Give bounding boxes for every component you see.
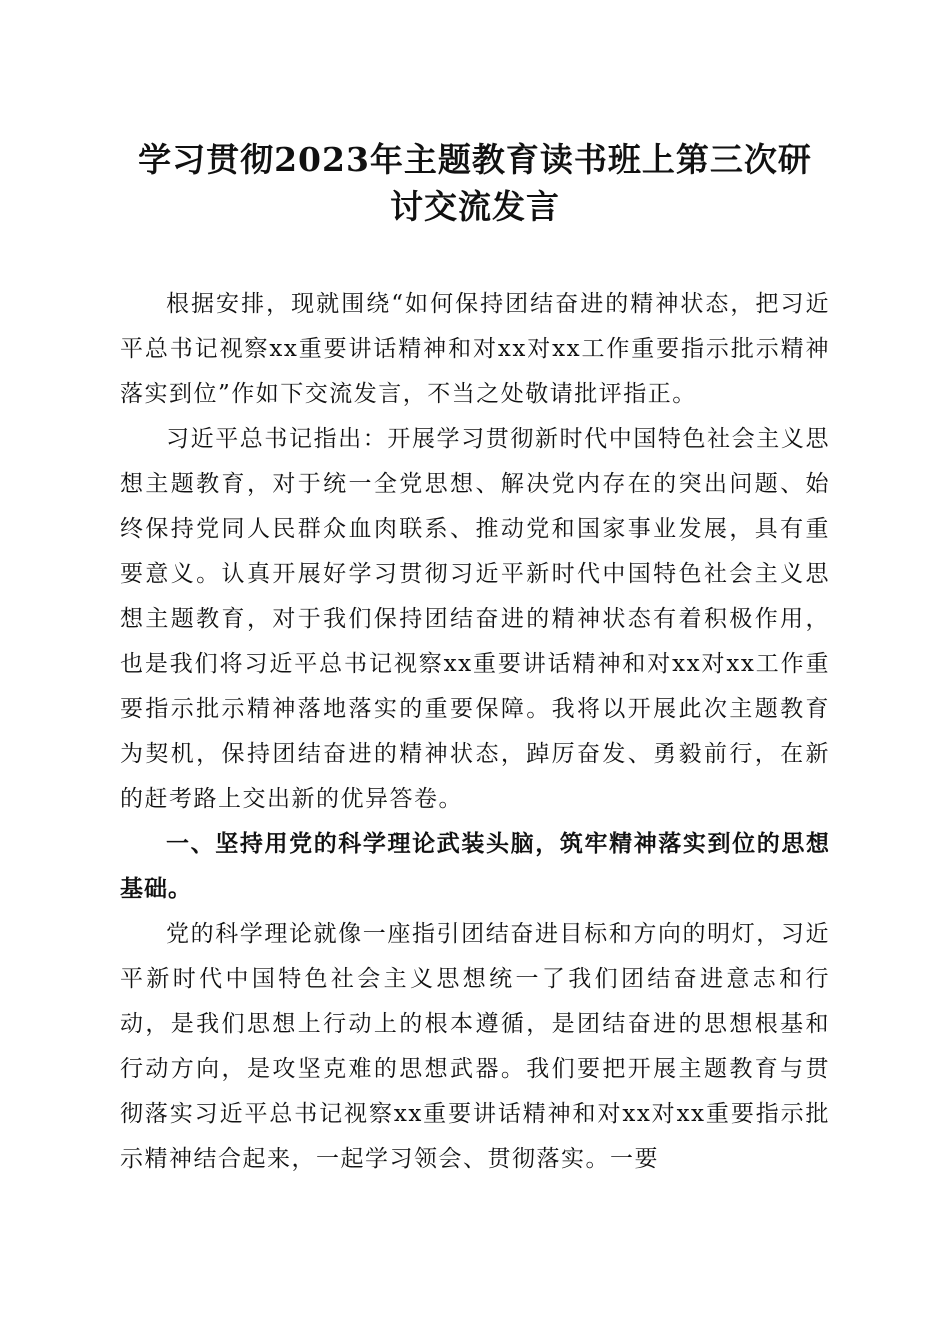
document-body [120, 282, 830, 1182]
title-line-1: 学习贯彻2023年主题教育读书班上第三次研 [138, 140, 812, 179]
intro-paragraph: 根据安排，现就围绕“如何保持团结奋进的精神状态，把习近平总书记视察xx重要讲话精神和对xx对xx工作重要指示批示精神落实到位”作如下交流发言，不当之处敬请批评指正。 [120, 291, 830, 407]
section-heading-1: 一、坚持用党的科学理论武装头脑，筑牢精神落实到位的思想基础。 [120, 831, 830, 902]
background-paragraph: 习近平总书记指出：开展学习贯彻新时代中国特色社会主义思想主题教育，对于统一全党思想、解决党内存在的突出问题、始终保持党同人民群众血肉联系、推动党和国家事业发展，具有重要意义。认真开展好学习贯彻习近平新时代中国特色社会主义思想主题教育，对于我们保持团结奋进的精神状态有着积极作用，也是我们将习近平总书记视察xx重要讲话精神和对xx对xx工作重要指示批示精神落地落实的重要保障。我将以开展此次主题教育为契机，保持团结奋进的精神状态，踔厉奋发、勇毅前行，在新的赶考路上交出新的优异答卷。 [120, 426, 830, 812]
document-title [120, 136, 830, 230]
section-1-paragraph: 党的科学理论就像一座指引团结奋进目标和方向的明灯，习近平新时代中国特色社会主义思想统一了我们团结奋进意志和行动，是我们思想上行动上的根本遵循，是团结奋进的思想根基和行动方向，是攻坚克难的思想武器。我们要把开展主题教育与贯彻落实习近平总书记视察xx重要讲话精神和对xx对xx重要指示批示精神结合起来，一起学习领会、贯彻落实。一要 [120, 921, 830, 1172]
title-line-2: 讨交流发言 [390, 187, 560, 226]
